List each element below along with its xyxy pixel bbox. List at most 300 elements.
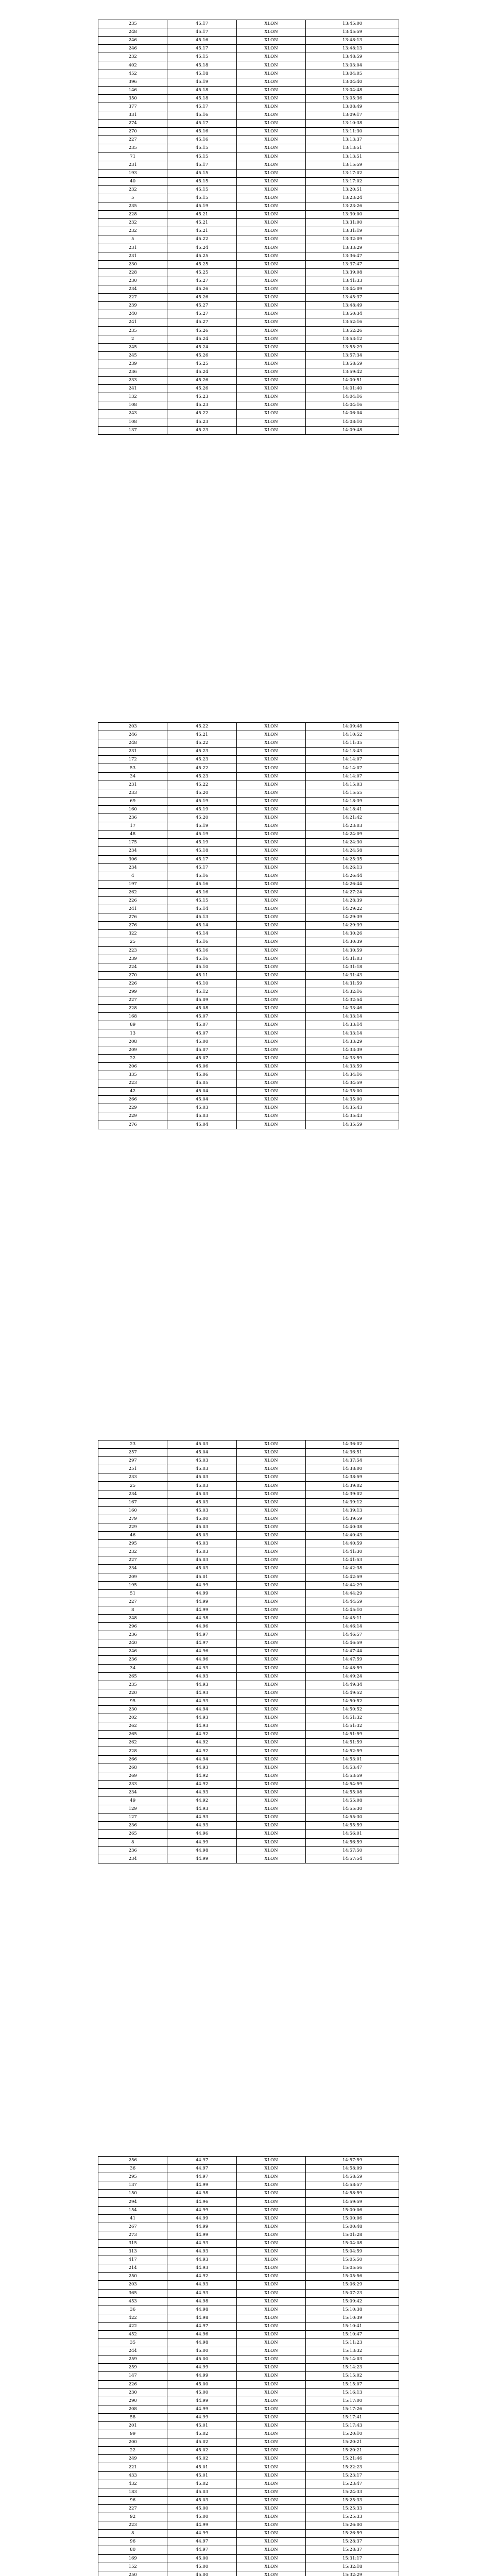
time-cell: 14:55:59 <box>306 1822 399 1830</box>
time-cell: 13:55:29 <box>306 343 399 351</box>
quantity-cell: 8 <box>98 1606 167 1614</box>
quantity-cell: 262 <box>98 888 167 896</box>
venue-cell: XLON <box>236 368 305 376</box>
time-cell: 14:38:59 <box>306 1473 399 1482</box>
venue-cell: XLON <box>236 1062 305 1071</box>
quantity-cell: 240 <box>98 310 167 318</box>
time-cell: 15:04:08 <box>306 2239 399 2247</box>
price-cell: 45.26 <box>167 327 236 335</box>
quantity-cell: 402 <box>98 61 167 70</box>
table-row <box>98 194 399 202</box>
time-cell: 15:15:02 <box>306 2372 399 2380</box>
price-cell: 45.19 <box>167 202 236 211</box>
venue-cell: XLON <box>236 1581 305 1589</box>
quantity-cell: 241 <box>98 318 167 327</box>
venue-cell: XLON <box>236 61 305 70</box>
venue-cell: XLON <box>236 2563 305 2571</box>
venue-cell: XLON <box>236 1556 305 1565</box>
table-row <box>98 971 399 979</box>
quantity-cell: 259 <box>98 2355 167 2364</box>
price-cell: 44.99 <box>167 2231 236 2239</box>
venue-cell: XLON <box>236 385 305 393</box>
price-cell: 44.96 <box>167 1648 236 1656</box>
price-cell: 45.01 <box>167 2471 236 2480</box>
time-cell: 13:04:40 <box>306 78 399 86</box>
time-cell: 14:45:10 <box>306 1606 399 1614</box>
price-cell: 45.16 <box>167 955 236 963</box>
price-cell: 44.93 <box>167 1681 236 1689</box>
venue-cell: XLON <box>236 2372 305 2380</box>
time-cell: 14:48:59 <box>306 1664 399 1672</box>
time-cell: 15:11:23 <box>306 2339 399 2347</box>
price-cell: 45.27 <box>167 302 236 310</box>
quantity-cell: 229 <box>98 1523 167 1531</box>
venue-cell: XLON <box>236 318 305 327</box>
price-cell: 45.23 <box>167 418 236 426</box>
time-cell: 14:21:42 <box>306 814 399 822</box>
venue-cell: XLON <box>236 888 305 896</box>
time-cell: 13:32:09 <box>306 235 399 244</box>
time-cell: 13:23:26 <box>306 202 399 211</box>
quantity-cell: 259 <box>98 2364 167 2372</box>
table-row <box>98 731 399 739</box>
time-cell: 13:45:37 <box>306 294 399 302</box>
quantity-cell: 231 <box>98 748 167 756</box>
price-cell: 45.16 <box>167 136 236 144</box>
table-row <box>98 1482 399 1490</box>
quantity-cell: 208 <box>98 2405 167 2413</box>
quantity-cell: 422 <box>98 2314 167 2322</box>
venue-cell: XLON <box>236 2289 305 2297</box>
table-row <box>98 1498 399 1506</box>
price-cell: 45.22 <box>167 764 236 772</box>
time-cell: 14:51:59 <box>306 1739 399 1747</box>
table-row <box>98 1631 399 1639</box>
venue-cell: XLON <box>236 20 305 28</box>
time-cell: 13:15:59 <box>306 161 399 169</box>
venue-cell: XLON <box>236 1523 305 1531</box>
venue-cell: XLON <box>236 2554 305 2563</box>
venue-cell: XLON <box>236 946 305 955</box>
table-row <box>98 2223 399 2231</box>
time-cell: 14:14:07 <box>306 756 399 764</box>
price-cell: 44.93 <box>167 2239 236 2247</box>
time-cell: 13:30:00 <box>306 211 399 219</box>
table-row <box>98 327 399 335</box>
quantity-cell: 453 <box>98 2297 167 2306</box>
time-cell: 14:29:22 <box>306 905 399 913</box>
price-cell: 45.26 <box>167 351 236 360</box>
price-cell: 45.00 <box>167 2347 236 2355</box>
time-cell: 13:04:05 <box>306 70 399 78</box>
time-cell: 13:13:37 <box>306 136 399 144</box>
venue-cell: XLON <box>236 1797 305 1805</box>
price-cell: 45.00 <box>167 2388 236 2397</box>
table-row <box>98 2554 399 2563</box>
price-cell: 45.15 <box>167 169 236 177</box>
table-row <box>98 1814 399 1822</box>
venue-cell: XLON <box>236 988 305 996</box>
quantity-cell: 236 <box>98 1822 167 1830</box>
time-cell: 14:51:32 <box>306 1722 399 1731</box>
table-row <box>98 2538 399 2546</box>
time-cell: 14:31:59 <box>306 979 399 988</box>
venue-cell: XLON <box>236 327 305 335</box>
time-cell: 14:35:43 <box>306 1104 399 1112</box>
price-cell: 45.26 <box>167 385 236 393</box>
price-cell: 45.15 <box>167 177 236 185</box>
price-cell: 45.10 <box>167 979 236 988</box>
table-row <box>98 888 399 896</box>
table-row <box>98 946 399 955</box>
quantity-cell: 231 <box>98 161 167 169</box>
quantity-cell: 262 <box>98 1722 167 1731</box>
venue-cell: XLON <box>236 2206 305 2214</box>
time-cell: 15:00:06 <box>306 2214 399 2223</box>
table <box>98 722 399 1129</box>
quantity-cell: 229 <box>98 1112 167 1121</box>
table-row <box>98 2488 399 2496</box>
quantity-cell: 169 <box>98 2554 167 2563</box>
venue-cell: XLON <box>236 2223 305 2231</box>
table-row <box>98 789 399 797</box>
price-cell: 45.24 <box>167 244 236 252</box>
table-row <box>98 822 399 831</box>
venue-cell: XLON <box>236 1104 305 1112</box>
table-row <box>98 2157 399 2165</box>
price-cell: 45.17 <box>167 103 236 111</box>
quantity-cell: 235 <box>98 202 167 211</box>
venue-cell: XLON <box>236 2546 305 2554</box>
time-cell: 14:46:57 <box>306 1631 399 1639</box>
venue-cell: XLON <box>236 922 305 930</box>
venue-cell: XLON <box>236 2388 305 2397</box>
quantity-cell: 231 <box>98 244 167 252</box>
venue-cell: XLON <box>236 2347 305 2355</box>
time-cell: 15:01:28 <box>306 2231 399 2239</box>
table-row <box>98 1112 399 1121</box>
time-cell: 14:42:38 <box>306 1565 399 1573</box>
price-cell: 44.98 <box>167 1614 236 1622</box>
table-row <box>98 839 399 847</box>
price-cell: 44.96 <box>167 1623 236 1631</box>
quantity-cell: 331 <box>98 111 167 120</box>
table-row <box>98 2463 399 2471</box>
quantity-cell: 223 <box>98 946 167 955</box>
venue-cell: XLON <box>236 1731 305 1739</box>
time-cell: 14:35:00 <box>306 1088 399 1096</box>
time-cell: 14:44:29 <box>306 1589 399 1598</box>
time-cell: 15:22:23 <box>306 2463 399 2471</box>
time-cell: 13:04:48 <box>306 86 399 94</box>
venue-cell: XLON <box>236 2256 305 2264</box>
table-row <box>98 2447 399 2455</box>
table-row <box>98 1664 399 1672</box>
venue-cell: XLON <box>236 764 305 772</box>
quantity-cell: 226 <box>98 979 167 988</box>
venue-cell: XLON <box>236 194 305 202</box>
price-cell: 45.18 <box>167 86 236 94</box>
price-cell: 45.15 <box>167 53 236 61</box>
quantity-cell: 8 <box>98 1838 167 1846</box>
venue-cell: XLON <box>236 28 305 37</box>
venue-cell: XLON <box>236 393 305 401</box>
time-cell: 15:00:48 <box>306 2223 399 2231</box>
price-cell: 45.23 <box>167 401 236 410</box>
table-row <box>98 2297 399 2306</box>
time-cell: 14:50:52 <box>306 1706 399 1714</box>
time-cell: 14:54:59 <box>306 1780 399 1788</box>
time-cell: 15:17:26 <box>306 2405 399 2413</box>
time-cell: 14:55:30 <box>306 1814 399 1822</box>
time-cell: 14:14:07 <box>306 772 399 781</box>
table-row <box>98 1838 399 1846</box>
venue-cell: XLON <box>236 896 305 905</box>
time-cell: 13:13:51 <box>306 152 399 161</box>
time-cell: 13:48:49 <box>306 302 399 310</box>
quantity-cell: 226 <box>98 2380 167 2388</box>
price-cell: 45.02 <box>167 2480 236 2488</box>
table-row <box>98 996 399 1005</box>
quantity-cell: 233 <box>98 377 167 385</box>
table-row <box>98 53 399 61</box>
trade-table-2 <box>98 722 399 1129</box>
price-cell: 45.03 <box>167 1556 236 1565</box>
table-row <box>98 2198 399 2206</box>
venue-cell: XLON <box>236 1846 305 1855</box>
venue-cell: XLON <box>236 1855 305 1863</box>
price-cell: 45.16 <box>167 111 236 120</box>
quantity-cell: 422 <box>98 2322 167 2330</box>
price-cell: 45.24 <box>167 343 236 351</box>
venue-cell: XLON <box>236 2455 305 2463</box>
time-cell: 13:53:12 <box>306 335 399 343</box>
price-cell: 45.04 <box>167 1088 236 1096</box>
venue-cell: XLON <box>236 963 305 971</box>
price-cell: 45.26 <box>167 294 236 302</box>
price-cell: 45.27 <box>167 318 236 327</box>
venue-cell: XLON <box>236 2463 305 2471</box>
quantity-cell: 183 <box>98 2488 167 2496</box>
time-cell: 13:03:04 <box>306 61 399 70</box>
time-cell: 14:53:01 <box>306 1755 399 1764</box>
table-row <box>98 360 399 368</box>
quantity-cell: 41 <box>98 2214 167 2223</box>
quantity-cell: 230 <box>98 260 167 268</box>
table-row <box>98 1623 399 1631</box>
price-cell: 44.98 <box>167 2190 236 2198</box>
trade-table-3 <box>98 1440 399 1863</box>
venue-cell: XLON <box>236 2339 305 2347</box>
table-row <box>98 418 399 426</box>
table-row <box>98 1038 399 1046</box>
time-cell: 13:52:16 <box>306 318 399 327</box>
table-row <box>98 310 399 318</box>
venue-cell: XLON <box>236 1548 305 1556</box>
quantity-cell: 232 <box>98 219 167 227</box>
price-cell: 44.99 <box>167 2413 236 2421</box>
table-row <box>98 136 399 144</box>
table-row <box>98 1473 399 1482</box>
price-cell: 44.99 <box>167 1855 236 1863</box>
time-cell: 14:31:43 <box>306 971 399 979</box>
time-cell: 14:18:41 <box>306 805 399 814</box>
venue-cell: XLON <box>236 1498 305 1506</box>
venue-cell: XLON <box>236 1598 305 1606</box>
quantity-cell: 92 <box>98 2513 167 2521</box>
venue-cell: XLON <box>236 1838 305 1846</box>
price-cell: 45.03 <box>167 1482 236 1490</box>
venue-cell: XLON <box>236 739 305 748</box>
table-row <box>98 922 399 930</box>
table-row <box>98 2388 399 2397</box>
quantity-cell: 227 <box>98 2504 167 2513</box>
time-cell: 15:05:50 <box>306 2256 399 2264</box>
table-row <box>98 152 399 161</box>
venue-cell: XLON <box>236 244 305 252</box>
time-cell: 13:59:42 <box>306 368 399 376</box>
venue-cell: XLON <box>236 260 305 268</box>
table-row <box>98 227 399 235</box>
quantity-cell: 227 <box>98 1556 167 1565</box>
table-row <box>98 2513 399 2521</box>
quantity-cell: 236 <box>98 1631 167 1639</box>
time-cell: 15:09:42 <box>306 2297 399 2306</box>
table-row <box>98 2306 399 2314</box>
quantity-cell: 236 <box>98 1656 167 1664</box>
time-cell: 14:39:02 <box>306 1482 399 1490</box>
table-row <box>98 2281 399 2289</box>
venue-cell: XLON <box>236 2173 305 2181</box>
quantity-cell: 246 <box>98 1648 167 1656</box>
venue-cell: XLON <box>236 2157 305 2165</box>
venue-cell: XLON <box>236 1788 305 1797</box>
time-cell: 13:50:34 <box>306 310 399 318</box>
price-cell: 44.93 <box>167 1814 236 1822</box>
table-row <box>98 1013 399 1021</box>
price-cell: 45.04 <box>167 1449 236 1457</box>
table-row <box>98 144 399 152</box>
price-cell: 44.97 <box>167 2165 236 2173</box>
price-cell: 44.93 <box>167 1722 236 1731</box>
price-cell: 45.14 <box>167 930 236 938</box>
quantity-cell: 246 <box>98 731 167 739</box>
time-cell: 15:13:32 <box>306 2347 399 2355</box>
venue-cell: XLON <box>236 351 305 360</box>
table-row <box>98 318 399 327</box>
venue-cell: XLON <box>236 285 305 294</box>
table-row <box>98 37 399 45</box>
time-cell: 13:41:33 <box>306 277 399 285</box>
table-row <box>98 905 399 913</box>
price-cell: 44.94 <box>167 1755 236 1764</box>
time-cell: 13:13:51 <box>306 144 399 152</box>
table-row <box>98 1797 399 1805</box>
time-cell: 14:44:59 <box>306 1598 399 1606</box>
time-cell: 14:33:14 <box>306 1029 399 1038</box>
venue-cell: XLON <box>236 1457 305 1465</box>
price-cell: 44.97 <box>167 2546 236 2554</box>
time-cell: 15:21:46 <box>306 2455 399 2463</box>
venue-cell: XLON <box>236 1490 305 1498</box>
time-cell: 14:34:59 <box>306 1079 399 1088</box>
time-cell: 14:50:52 <box>306 1697 399 1705</box>
quantity-cell: 69 <box>98 797 167 805</box>
quantity-cell: 25 <box>98 1482 167 1490</box>
price-cell: 45.07 <box>167 1013 236 1021</box>
time-cell: 14:35:59 <box>306 1121 399 1129</box>
table-row <box>98 2355 399 2364</box>
table <box>98 20 399 435</box>
price-cell: 45.01 <box>167 2463 236 2471</box>
time-cell: 13:58:59 <box>306 360 399 368</box>
venue-cell: XLON <box>236 2504 305 2513</box>
time-cell: 15:17:43 <box>306 2422 399 2430</box>
table-row <box>98 1739 399 1747</box>
price-cell: 45.19 <box>167 78 236 86</box>
quantity-cell: 243 <box>98 410 167 418</box>
time-cell: 14:58:57 <box>306 2181 399 2190</box>
venue-cell: XLON <box>236 731 305 739</box>
venue-cell: XLON <box>236 1573 305 1581</box>
venue-cell: XLON <box>236 202 305 211</box>
time-cell: 14:11:35 <box>306 739 399 748</box>
price-cell: 45.00 <box>167 2571 236 2576</box>
quantity-cell: 234 <box>98 1490 167 1498</box>
price-cell: 44.99 <box>167 2405 236 2413</box>
price-cell: 44.97 <box>167 2173 236 2181</box>
table-row <box>98 855 399 863</box>
venue-cell: XLON <box>236 2438 305 2447</box>
table-row <box>98 368 399 376</box>
table-row <box>98 277 399 285</box>
time-cell: 14:31:03 <box>306 955 399 963</box>
table-row <box>98 2181 399 2190</box>
table-row <box>98 2546 399 2554</box>
table-row <box>98 177 399 185</box>
time-cell: 14:44:29 <box>306 1581 399 1589</box>
table-row <box>98 70 399 78</box>
table-row <box>98 2471 399 2480</box>
price-cell: 44.97 <box>167 2322 236 2330</box>
venue-cell: XLON <box>236 2330 305 2338</box>
time-cell: 14:59:59 <box>306 2198 399 2206</box>
table-row <box>98 1672 399 1681</box>
quantity-cell: 452 <box>98 2330 167 2338</box>
venue-cell: XLON <box>236 2447 305 2455</box>
quantity-cell: 250 <box>98 2273 167 2281</box>
table-row <box>98 1104 399 1112</box>
price-cell: 44.99 <box>167 2372 236 2380</box>
price-cell: 45.03 <box>167 1440 236 1449</box>
time-cell: 14:35:43 <box>306 1112 399 1121</box>
table-row <box>98 2173 399 2181</box>
quantity-cell: 132 <box>98 393 167 401</box>
venue-cell: XLON <box>236 880 305 888</box>
quantity-cell: 230 <box>98 1706 167 1714</box>
quantity-cell: 234 <box>98 847 167 855</box>
quantity-cell: 53 <box>98 764 167 772</box>
quantity-cell: 230 <box>98 2388 167 2397</box>
table-row <box>98 111 399 120</box>
table-row <box>98 1096 399 1104</box>
price-cell: 45.15 <box>167 152 236 161</box>
quantity-cell: 297 <box>98 1457 167 1465</box>
quantity-cell: 127 <box>98 1814 167 1822</box>
time-cell: 13:48:59 <box>306 53 399 61</box>
table-row <box>98 294 399 302</box>
venue-cell: XLON <box>236 996 305 1005</box>
